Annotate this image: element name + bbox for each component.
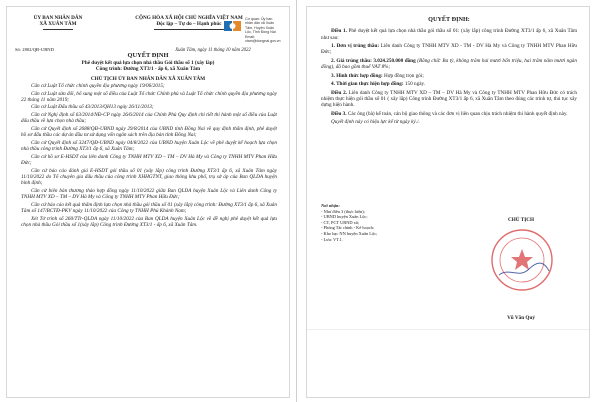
article-lead: Điều 2. (331, 89, 347, 96)
caption-line: Email: (245, 34, 255, 39)
decision-subject-2: Công trình: Đường XT3/1 - ấp 6, xã Xuân Tâm (95, 66, 201, 73)
recipient-item: - Kho bạc NN huyện Xuân Lộc; (321, 230, 378, 236)
basis-paragraph: Căn cứ Luật Đấu thầu số 43/2013/QH13 ngày 26/11/2013; (31, 104, 154, 111)
signer-name: Vũ Văn Quý (507, 315, 535, 321)
recipients-label: Nơi nhận: (321, 203, 340, 208)
article-text: (Bằng chữ: Ba tỷ, không trăm hai mươi bốn triệu, hai trăm năm mươi ngàn đồng), đã bao gồm thuế VAT 8%; (321, 57, 577, 71)
agency-underline (43, 29, 73, 30)
basis-paragraph: Căn cứ Nghị định số 63/2014/NĐ-CP ngày 26/6/2014 của Chính Phủ Quy định chi tiết thi hành một số điều của Luật đấu thầu về lựa chọn nhà thầu; (21, 112, 277, 125)
caption-line: Cơ quan: Ủy ban (245, 17, 273, 21)
article-text: Phê duyệt kết quả lựa chọn nhà thầu gói thầu số 01: (xây lắp) công trình Đường XT3/1 ấp 6, xã Xuân Tâm như sau: (321, 28, 577, 41)
decision-authority: CHỦ TỊCH ỦY BAN NHÂN DÂN XÃ XUÂN TÂM (90, 75, 206, 82)
basis-paragraph: Xét Tờ trình số 260/TTr-QLDA ngày 11/10/2022 của Ban QLDA huyện Xuân Lộc về đề nghị phê duyệt kết quả lựa chọn nhà thầu Gói thầu số 1(xây lắp) Công trình Đường XT3/1 - ấp 6, xã Xuân Tâm. (21, 215, 277, 228)
article-item (321, 73, 577, 79)
article-item (321, 111, 577, 117)
basis-paragraph: Căn cứ Quyết định số 3247/QĐ-UBND ngày 04/8/2022 của UBND huyện Xuân Lộc về phê duyệt kế hoạch lựa chọn nhà thầu công trình Đường XT3/1 ấp 6, xã Xuân Tâm; (21, 139, 277, 153)
issuing-agency (13, 15, 103, 29)
basis-paragraph: Căn cứ Quyết định số 2688/QĐ-UBND ngày 29/8/2014 của UBND tỉnh Đồng Nai về quy định thẩm định, phê duyệt hồ sơ đấu thầu các dự án đầu tư sử dụng vốn ngân sách trên địa bàn tỉnh Đồng Nai; (21, 125, 277, 139)
republic-line: CỘNG HÒA XÃ HỘI CHỦ NGHĨA VIỆT NAM (135, 15, 243, 21)
motto-underline (154, 29, 224, 30)
recipient-item: - UBND huyện Xuân Lộc; (321, 214, 368, 220)
recipient-item: - Như điều 3 (thực hiện); (321, 208, 365, 214)
page-fold (307, 329, 589, 330)
document-date: Xuân Tâm, ngày 11 tháng 10 năm 2022 (175, 48, 251, 53)
document-page-left (6, 6, 290, 398)
decision-title (17, 52, 279, 82)
caption-line: Lộc, Tỉnh Đồng Nai (245, 30, 276, 35)
article-item (321, 119, 577, 125)
article-text: Liên danh Công ty TNHH MTV XD – TM – DV Hà My và Công ty TNHH MTV Phan Hữu Đức có trách nhiệm thực hiện gói thầu số 01 ( xây lắp) Công trình Đường XT3/1 ấp 6, xã Xuân Tâm theo đúng các trình tự, thủ tục xây dựng hiện hành. (321, 89, 578, 109)
basis-paragraph: Căn cứ Luật sửa đổi, bổ sung một số điều của Luật Tổ chức Chính phủ và Luật Tổ chức chính quyền địa phương ngày 22 tháng 11 năm 2019; (21, 90, 277, 103)
recipients-list (321, 203, 431, 242)
article-lead: 4. Thời gian thực hiện hợp đồng: (331, 81, 404, 88)
basis-paragraph: Căn cứ Luật Tổ chức chính quyền địa phương ngày 19/06/2015; (31, 83, 165, 89)
article-lead: 3. Hình thức hợp đồng: (331, 72, 383, 79)
article-lead: 2. Giá trúng thầu: 3.024.250.000 đồng (331, 57, 416, 64)
article-lead: Điều 3. (331, 110, 347, 117)
article-text: Các ông (bà) kế toán, cán bộ giao thông và các đơn vị liên quan chịu trách nhiệm thi hành quyết định này. (346, 110, 568, 117)
signature-logo-icon (223, 19, 245, 33)
decision-articles (321, 17, 577, 128)
article-item (321, 28, 577, 41)
caption-line: Tâm, Huyện Xuân (245, 25, 274, 30)
basis-paragraph: Căn cứ báo cáo đánh giá E-HSDT gói thầu số 01 (xây lắp) công trình Đường XT3/1 ấp 6, xã Xuân Tâm ngày 11/10/2022 do Tổ chuyên gia đấu thầu của công trình XHHGTNT, giao thông khu phố, trụ sở áp của Ban QLDA huyện bình định; (21, 167, 277, 187)
article-text: Hợp đồng trọn gói; (382, 72, 424, 79)
article-lead: 1. Đơn vị trúng thầu: (331, 43, 380, 50)
article-lead: Điều 1. (331, 28, 347, 35)
article-item (321, 90, 577, 109)
article-text: 150 ngày. (403, 81, 426, 88)
decision-heading: QUYẾT ĐỊNH (127, 52, 169, 59)
article-item (321, 81, 577, 87)
article-item (321, 43, 577, 56)
motto-line: Độc lập – Tự do – Hạnh phúc (156, 21, 222, 28)
document-header (13, 15, 283, 53)
agency-line-1: ỦY BAN NHÂN DÂN (33, 15, 83, 21)
articles-heading: QUYẾT ĐỊNH: (428, 16, 470, 23)
agency-line-2: XÃ XUÂN TÂM (39, 21, 77, 28)
signature-block (321, 203, 577, 323)
recipient-item: - CT, PCT UBND xã; (321, 219, 360, 225)
basis-paragraph: Căn cứ biên bản thương thảo hợp đồng ngày 11/10/2022 giữa Ban QLDA huyện Xuân Lộc và Liên danh Công ty TNHH MTV XD – TM – DV Hà My và Công ty TNHH MTV Phan Hữu Đức; (21, 187, 277, 201)
document-page-right (306, 6, 590, 398)
basis-paragraph: Căn cứ báo cáo kết quả thẩm định lựa chọn nhà thầu gói thầu số 01 (xây lắp) công trình: Đường XT3/1 ấp 6, xã Xuân Tâm số 147/BCTĐ-PKV ngày 11/10/2022 của Công ty TNHH Phú Khánh Nam; (21, 201, 277, 215)
article-item (321, 58, 577, 71)
chair-title: CHỦ TỊCH (508, 217, 534, 223)
caption-line: xtam@dongnai.gov.vn (245, 39, 281, 44)
article-text: Quyết định này có hiệu lực kể từ ngày ký./. (331, 119, 420, 126)
legal-basis (21, 83, 277, 230)
document-number: Số: 2802/QĐ-UBND (15, 47, 54, 52)
basis-paragraph: Căn cứ hồ sơ E-HSDT của liên danh Công ty TNHH MTV XD – TM – DV Hà My và Công ty TNHH MTV Phan Hữu Đức; (21, 153, 277, 167)
decision-subject-1: Phê duyệt kết quả lựa chọn nhà thầu Gói thầu số 1 (xây lắp) (81, 60, 215, 66)
page-divider (296, 0, 297, 402)
recipient-item: - Lưu: VT.1. (321, 236, 343, 242)
signature-caption (245, 17, 290, 43)
official-seal-icon (489, 227, 555, 293)
recipient-item: - Phòng Tài chính - Kế hoạch; (321, 225, 375, 231)
caption-line: nhân dân xã Xuân (245, 21, 275, 26)
article-text: Liên danh Công ty TNHH MTV XD - TM - DV Hà My và Công ty TNHH MTV Phan Hữu Đức; (321, 43, 577, 56)
